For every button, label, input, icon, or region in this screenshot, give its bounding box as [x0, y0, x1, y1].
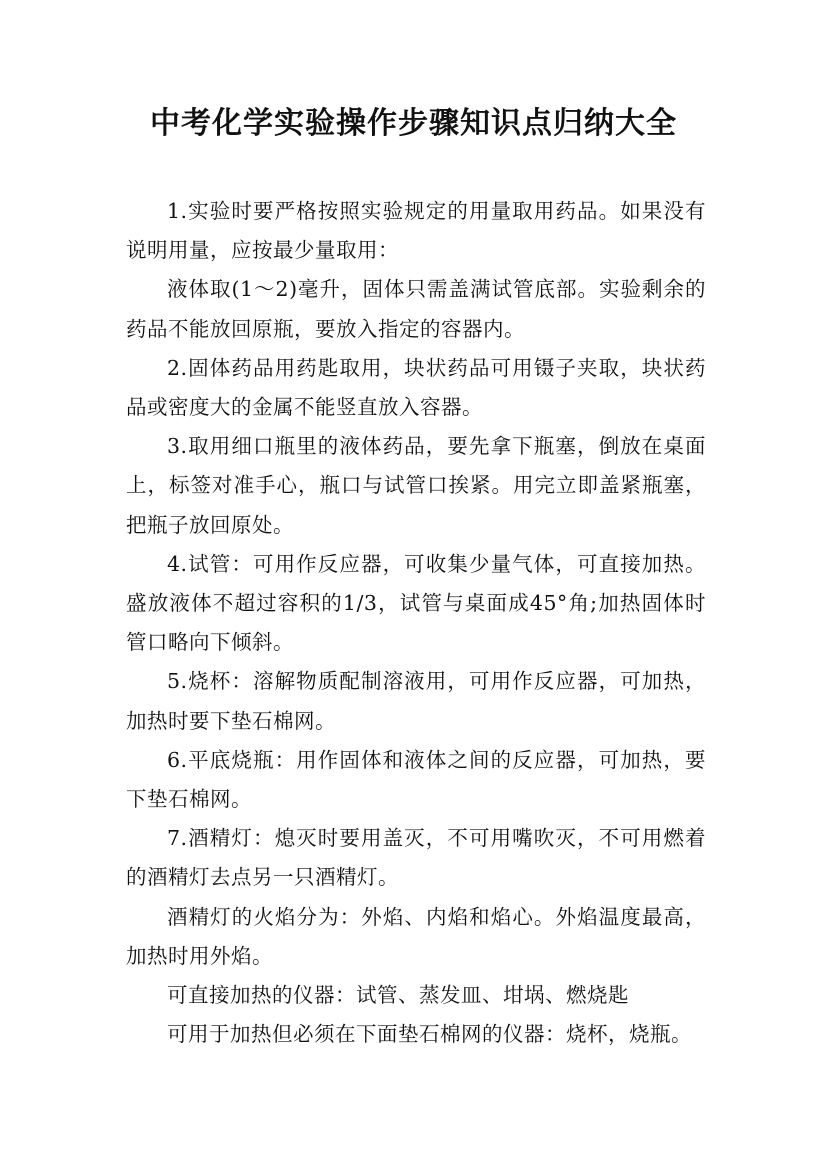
- paragraph-7: 6.平底烧瓶：用作固体和液体之间的反应器，可加热，要下垫石棉网。: [126, 747, 706, 812]
- paragraph-9: 酒精灯的火焰分为：外焰、内焰和焰心。外焰温度最高，加热时用外焰。: [126, 904, 706, 968]
- paragraph-11: 可用于加热但必须在下面垫石棉网的仪器：烧杯，烧瓶。: [167, 1022, 692, 1047]
- paragraph-4: 3.取用细口瓶里的液体药品，要先拿下瓶塞，倒放在桌面上，标签对准手心，瓶口与试管口挨紧。用完立即盖紧瓶塞，把瓶子放回原处。: [126, 434, 706, 537]
- document-title: 中考化学实验操作步骤知识点归纳大全: [150, 106, 677, 141]
- paragraph-5: 4.试管：可用作反应器，可收集少量气体，可直接加热。盛放液体不超过容积的1/3，试管与桌面成45°角;加热固体时管口略向下倾斜。: [126, 551, 706, 655]
- paragraph-2: 液体取(1～2)毫升，固体只需盖满试管底部。实验剩余的药品不能放回原瓶，要放入指定的容器内。: [126, 277, 706, 341]
- document-body: [126, 192, 706, 1054]
- paragraph-3: 2.固体药品用药匙取用，块状药品可用镊子夹取，块状药品或密度大的金属不能竖直放入容器。: [126, 355, 706, 420]
- paragraph-10: 可直接加热的仪器：试管、蒸发皿、坩埚、燃烧匙: [167, 983, 629, 1008]
- paragraph-6: 5.烧杯：溶解物质配制溶液用，可用作反应器，可加热，加热时要下垫石棉网。: [126, 669, 706, 733]
- paragraph-1: 1.实验时要严格按照实验规定的用量取用药品。如果没有说明用量，应按最少量取用：: [126, 199, 706, 263]
- paragraph-8: 7.酒精灯：熄灭时要用盖灭，不可用嘴吹灭，不可用燃着的酒精灯去点另一只酒精灯。: [126, 826, 706, 890]
